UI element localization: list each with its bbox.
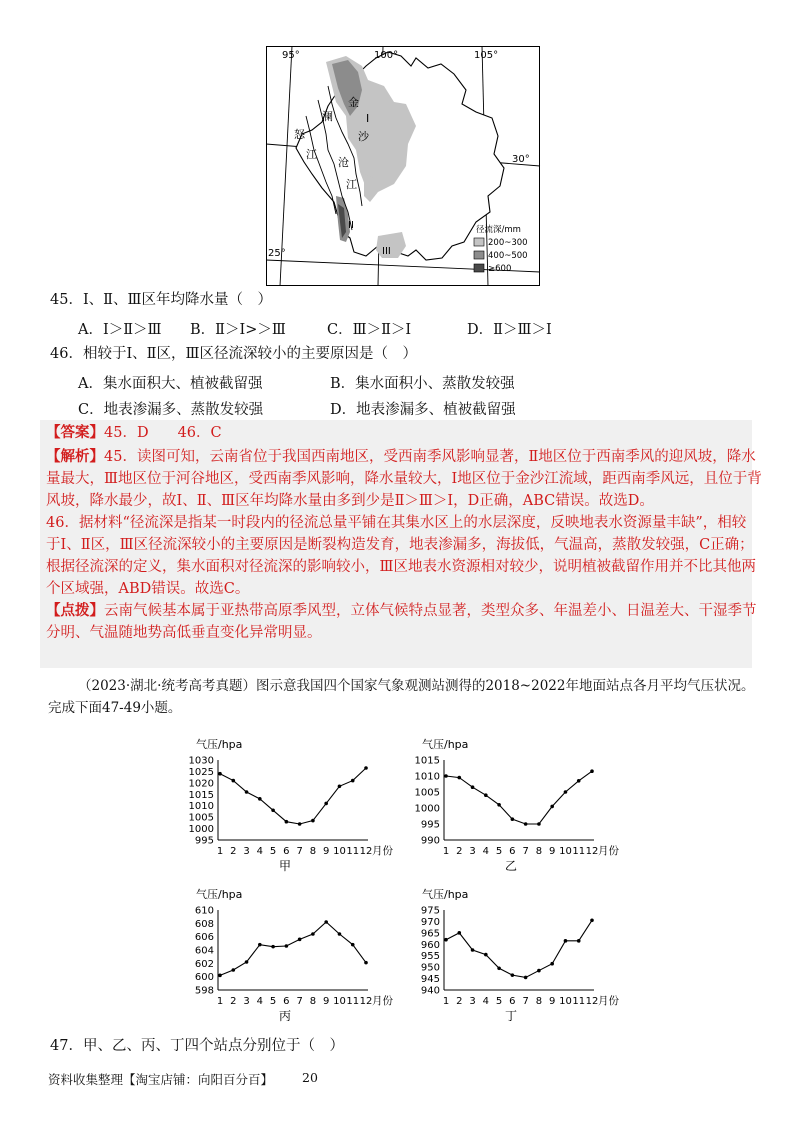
x-tick-label: 5 [269, 846, 277, 857]
data-point [258, 943, 262, 947]
x-tick-label: 12 [359, 996, 373, 1007]
data-point [484, 953, 488, 957]
x-tick-label: 11 [572, 996, 586, 1007]
x-tick-label: 2 [456, 996, 463, 1007]
data-point [218, 974, 222, 978]
x-tick-label: 3 [243, 846, 250, 857]
analysis-line-5: 于Ⅰ、Ⅱ区，Ⅲ区径流深较小的主要原因是断裂构造发育，地表渗漏多，海拔低，气温高，蒸散发较强，C正确； [46, 537, 754, 553]
answer-text: 45．D 46．C [104, 425, 222, 441]
y-axis-label: 气压/hpa [422, 738, 469, 751]
y-tick-label: 945 [420, 974, 440, 986]
x-tick-label: 12 [585, 996, 599, 1007]
q46-option-d: D．地表渗漏多、植被截留强 [330, 402, 516, 418]
y-axis-label: 气压/hpa [196, 888, 243, 901]
x-tick-label: 1 [216, 996, 224, 1007]
data-point [444, 938, 448, 942]
series-line [446, 920, 592, 977]
region-label-II: II [348, 220, 354, 231]
tip-tag: 【点拨】 [46, 602, 104, 619]
data-point [271, 945, 275, 949]
x-tick-label: 1 [216, 846, 224, 857]
y-tick-label: 1010 [414, 771, 440, 783]
data-point [577, 939, 581, 943]
data-point [497, 803, 501, 807]
region-label-III: III [382, 246, 391, 257]
y-tick-label: 602 [194, 958, 214, 970]
y-tick-label: 1000 [188, 824, 214, 836]
x-tick-label: 11 [346, 846, 360, 857]
data-point [537, 969, 541, 973]
data-point [298, 938, 302, 942]
data-point [524, 822, 528, 826]
data-point [245, 960, 249, 964]
x-tick-label: 11 [346, 996, 360, 1007]
x-tick-label: 3 [243, 996, 250, 1007]
y-tick-label: 990 [420, 835, 440, 847]
data-point [537, 822, 541, 826]
x-tick-label: 10 [333, 846, 346, 857]
x-tick-label: 7 [296, 996, 303, 1007]
q45-option-d: D．Ⅱ＞Ⅲ＞Ⅰ [467, 322, 552, 338]
q46-stem: 46．相较于Ⅰ、Ⅱ区，Ⅲ区径流深较小的主要原因是（ ） [50, 346, 418, 362]
chart-title: 乙 [504, 859, 518, 873]
region-label-I: I [366, 112, 370, 125]
data-point [457, 776, 461, 780]
x-tick-label: 5 [495, 996, 503, 1007]
q46-option-b: B．集水面积小、蒸散发较强 [330, 376, 515, 392]
y-tick-label: 598 [194, 985, 214, 997]
intro-line-2: 完成下面47-49小题。 [48, 700, 182, 716]
data-point [351, 779, 355, 783]
x-tick-label: 7 [522, 996, 529, 1007]
y-tick-label: 610 [194, 905, 214, 917]
x-tick-label: 10 [559, 846, 572, 857]
data-point [351, 943, 355, 947]
river-label-jiang2: 江 [306, 148, 317, 161]
series-line [220, 768, 366, 824]
data-point [231, 779, 235, 783]
x-tick-label: 6 [509, 846, 516, 857]
river-label-lan: 澜 [322, 110, 333, 123]
chart-title: 甲 [278, 859, 292, 873]
x-tick-label: 1 [442, 846, 450, 857]
x-tick-label: 7 [522, 846, 529, 857]
legend-title: 径流深/mm [476, 225, 521, 235]
x-tick-label: 12 [359, 846, 373, 857]
x-tick-label: 8 [535, 846, 543, 857]
river-label-nu: 怒 [294, 128, 305, 141]
data-point [444, 774, 448, 778]
data-point [471, 948, 475, 952]
analysis-line-7: 个区域强，ABD错误。故选C。 [46, 581, 250, 597]
y-tick-label: 1025 [188, 766, 214, 778]
q47-stem: 47．甲、乙、丙、丁四个站点分别位于（ ） [50, 1038, 344, 1054]
chart-title: 丁 [504, 1009, 518, 1023]
q45-option-b: B．Ⅱ＞Ⅰ>＞Ⅲ [190, 322, 286, 338]
data-point [497, 966, 501, 970]
data-point [364, 961, 368, 965]
data-point [285, 820, 289, 824]
x-tick-label: 8 [535, 996, 543, 1007]
y-tick-label: 995 [420, 819, 440, 831]
x-tick-label: 10 [333, 996, 346, 1007]
data-point [550, 962, 554, 966]
chart-title: 丙 [278, 1009, 292, 1023]
series-line [446, 771, 592, 824]
analysis-line-2: 量最大，Ⅲ地区位于河谷地区，受西南季风影响，降水量较大，Ⅰ地区位于金沙江流域，距西南季风远，且位于背 [46, 471, 762, 487]
lat-label-30: 30° [512, 154, 530, 165]
data-point [577, 779, 581, 783]
y-tick-label: 604 [194, 945, 214, 957]
data-point [338, 932, 342, 936]
x-tick-label: 1 [442, 996, 450, 1007]
x-tick-label: 4 [256, 996, 264, 1007]
data-point [285, 944, 289, 948]
x-tick-label: 8 [309, 996, 317, 1007]
y-tick-label: 1010 [188, 801, 214, 813]
river-label-cang: 沧 [338, 156, 349, 169]
lat-label-25: 25° [268, 248, 286, 259]
x-tick-label: 5 [495, 846, 503, 857]
footer-source: 资料收集整理【淘宝店铺：向阳百分百】 [48, 1072, 274, 1087]
x-tick-label: 4 [256, 846, 264, 857]
x-tick-label: 6 [283, 996, 290, 1007]
lon-label-95: 95° [282, 50, 300, 61]
lon-label-100: 100° [374, 50, 399, 61]
data-point [564, 939, 568, 943]
tip-line-2: 分明、气温随地势高低垂直变化异常明显。 [46, 625, 322, 641]
data-point [338, 784, 342, 788]
data-point [271, 808, 275, 812]
y-tick-label: 1015 [188, 789, 214, 801]
pressure-chart-bing [168, 880, 393, 1030]
data-point [511, 817, 515, 821]
x-tick-label: 6 [509, 996, 516, 1007]
legend-item-1: 200~300 [488, 238, 528, 248]
river-label-sha: 沙 [358, 130, 369, 143]
y-tick-label: 1000 [414, 803, 440, 815]
data-point [364, 766, 368, 770]
data-point [550, 805, 554, 809]
y-tick-label: 970 [420, 916, 440, 928]
data-point [245, 790, 249, 794]
answer-analysis-box [40, 420, 762, 668]
y-tick-label: 960 [420, 939, 440, 951]
pressure-chart-jia [168, 730, 393, 880]
x-tick-label: 4 [482, 996, 490, 1007]
x-tick-label: 9 [322, 996, 330, 1007]
data-point [311, 932, 315, 936]
q45-option-a: A．Ⅰ＞Ⅱ＞Ⅲ [78, 322, 162, 338]
x-tick-label: 9 [322, 846, 330, 857]
x-axis-label: 月份 [598, 845, 619, 857]
x-tick-label: 4 [482, 846, 490, 857]
data-point [231, 968, 235, 972]
q45-stem: 45．Ⅰ、Ⅱ、Ⅲ区年均降水量（ ） [50, 292, 273, 308]
x-axis-label: 月份 [598, 995, 619, 1007]
lon-label-105: 105° [474, 50, 499, 61]
q45-option-c: C．Ⅲ＞Ⅱ＞Ⅰ [327, 322, 412, 338]
x-tick-label: 10 [559, 996, 572, 1007]
x-axis-label: 月份 [372, 995, 393, 1007]
x-tick-label: 5 [269, 996, 277, 1007]
intro-line-1: （2023·湖北·统考高考真题）图示意我国四个国家气象观测站测得的2018~2022年地面站点各月平均气压状况。 [78, 678, 755, 694]
y-axis-label: 气压/hpa [196, 738, 243, 751]
y-axis-label: 气压/hpa [422, 888, 469, 901]
pressure-chart-ding [394, 880, 619, 1030]
data-point [258, 797, 262, 801]
data-point [524, 976, 528, 980]
y-tick-label: 955 [420, 951, 440, 963]
data-point [564, 790, 568, 794]
y-tick-label: 600 [194, 972, 214, 984]
y-tick-label: 950 [420, 962, 440, 974]
x-tick-label: 2 [230, 996, 237, 1007]
y-tick-label: 975 [420, 905, 440, 917]
y-tick-label: 1015 [414, 755, 440, 767]
q46-option-a: A．集水面积大、植被截留强 [78, 376, 263, 392]
y-tick-label: 1005 [188, 812, 214, 824]
analysis-line-1: 45．读图可知，云南省位于我国西南地区，受西南季风影响显著，Ⅱ地区位于西南季风的迎风坡，降水 [104, 449, 756, 465]
y-tick-label: 1005 [414, 787, 440, 799]
page-number: 20 [302, 1070, 318, 1085]
runoff-depth-map [266, 46, 540, 286]
data-point [218, 772, 222, 776]
pressure-chart-yi [394, 730, 619, 880]
y-tick-label: 940 [420, 985, 440, 997]
legend-item-2: 400~500 [488, 251, 528, 261]
x-tick-label: 6 [283, 846, 290, 857]
data-point [484, 793, 488, 797]
y-tick-label: 606 [194, 932, 214, 944]
x-tick-label: 9 [548, 846, 556, 857]
data-point [311, 819, 315, 823]
river-label-jiang1: 江 [346, 178, 357, 191]
data-point [324, 920, 328, 924]
tip-line-1: 云南气候基本属于亚热带高原季风型，立体气候特点显著，类型众多、年温差小、日温差大、干湿季节 [104, 603, 757, 619]
analysis-line-6: 根据径流深的定义，集水面积对径流深的影响较小，Ⅲ区地表水资源相对较少，说明植被截留作用并不比其他两 [46, 559, 756, 575]
data-point [457, 931, 461, 935]
y-tick-label: 965 [420, 928, 440, 940]
data-point [298, 822, 302, 826]
x-tick-label: 11 [572, 846, 586, 857]
legend-item-3: ≥600 [488, 264, 512, 274]
x-tick-label: 2 [230, 846, 237, 857]
x-tick-label: 8 [309, 846, 317, 857]
x-axis-label: 月份 [372, 845, 393, 857]
y-tick-label: 608 [194, 918, 214, 930]
analysis-line-4: 46．据材料“径流深是指某一时段内的径流总量平铺在其集水区上的水层深度，反映地表水资源量丰缺”，相较 [46, 515, 747, 531]
y-tick-label: 1020 [188, 778, 214, 790]
y-tick-label: 1030 [188, 755, 214, 767]
data-point [471, 785, 475, 789]
x-tick-label: 9 [548, 996, 556, 1007]
data-point [511, 973, 515, 977]
data-point [590, 918, 594, 922]
analysis-tag: 【解析】 [46, 448, 104, 465]
x-tick-label: 12 [585, 846, 599, 857]
series-line [220, 922, 366, 975]
analysis-line-3: 风坡，降水最少，故Ⅰ、Ⅱ、Ⅲ区年均降水量由多到少是Ⅱ＞Ⅲ＞Ⅰ，D正确，ABC错误。故选D。 [46, 493, 654, 509]
data-point [590, 769, 594, 773]
data-point [324, 802, 328, 806]
q46-option-c: C．地表渗漏多、蒸散发较强 [78, 402, 264, 418]
river-label-jin: 金 [348, 96, 359, 109]
x-tick-label: 3 [469, 846, 476, 857]
y-tick-label: 995 [194, 835, 214, 847]
x-tick-label: 2 [456, 846, 463, 857]
x-tick-label: 7 [296, 846, 303, 857]
x-tick-label: 3 [469, 996, 476, 1007]
answer-tag: 【答案】 [46, 424, 104, 441]
